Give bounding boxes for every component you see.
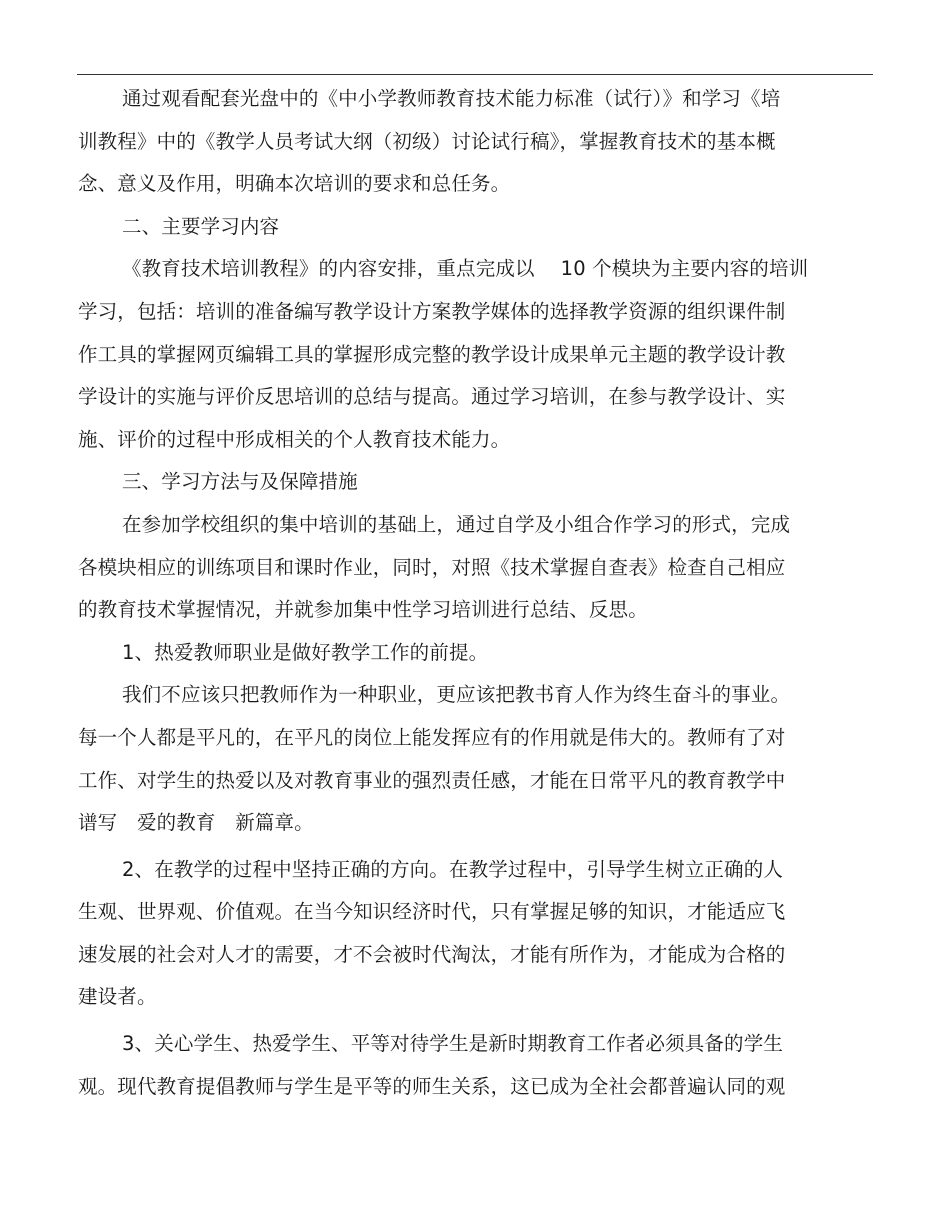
text-line: 速发展的社会对人才的需要，才不会被时代淘汰，才能有所作为，才能成为合格的 [78,942,786,966]
section-heading: 二、主要学习内容 [122,214,280,238]
text-line: 作工具的掌握网页编辑工具的掌握形成完整的教学设计成果单元主题的教学设计教 [78,342,786,366]
document-body [78,78,848,1108]
text-line: 每一个人都是平凡的，在平凡的岗位上能发挥应有的作用就是伟大的。教师有了对 [78,725,786,749]
text-line: 建设者。 [78,985,157,1009]
text-line: 施、评价的过程中形成相关的个人教育技术能力。 [78,427,511,451]
text-line: 训教程》中的《教学人员考试大纲（初级）讨论试行稿》，掌握教育技术的基本概 [78,129,776,153]
text-line: 在参加学校组织的集中培训的基础上，通过自学及小组合作学习的形式，完成 [122,512,791,536]
numbered-point: 3、关心学生、热爱学生、平等对待学生是新时期教育工作者必须具备的学生 [122,1032,784,1056]
text-line: 我们不应该只把教师作为一种职业，更应该把教书育人作为终生奋斗的事业。 [122,683,791,707]
text-line: 的教育技术掌握情况，并就参加集中性学习培训进行总结、反思。 [78,598,648,622]
numbered-point: 1、热爱教师职业是做好教学工作的前提。 [122,640,489,664]
text-line: 学设计的实施与评价反思培训的总结与提高。通过学习培训，在参与教学设计、实 [78,385,786,409]
text-line: 生观、世界观、价值观。在当今知识经济时代，只有掌握足够的知识，才能适应飞 [78,900,786,924]
text-line: 各模块相应的训练项目和课时作业，同时，对照《技术掌握自查表》检查自己相应 [78,555,786,579]
text-line: 观。现代教育提倡教师与学生是平等的师生关系，这已成为全社会都普遍认同的观 [78,1074,786,1098]
section-heading: 三、学习方法与及保障措施 [122,470,358,494]
text-line: 念、意义及作用，明确本次培训的要求和总任务。 [78,172,511,196]
text-line: 谱写 爱的教育 新篇章。 [78,811,314,835]
numbered-point: 2、在教学的过程中坚持正确的方向。在教学过程中，引导学生树立正确的人 [122,857,784,881]
text-line: 工作、对学生的热爱以及对教育事业的强烈责任感，才能在日常平凡的教育教学中 [78,768,786,792]
header-rule [77,74,873,75]
text-line: 学习，包括：培训的准备编写教学设计方案教学媒体的选择教学资源的组织课件制 [78,299,786,323]
text-line: 通过观看配套光盘中的《中小学教师教育技术能力标准（试行）》和学习《培 [122,87,781,110]
text-line: 《教育技术培训教程》的内容安排，重点完成以 10 个模块为主要内容的培训 [122,257,809,281]
